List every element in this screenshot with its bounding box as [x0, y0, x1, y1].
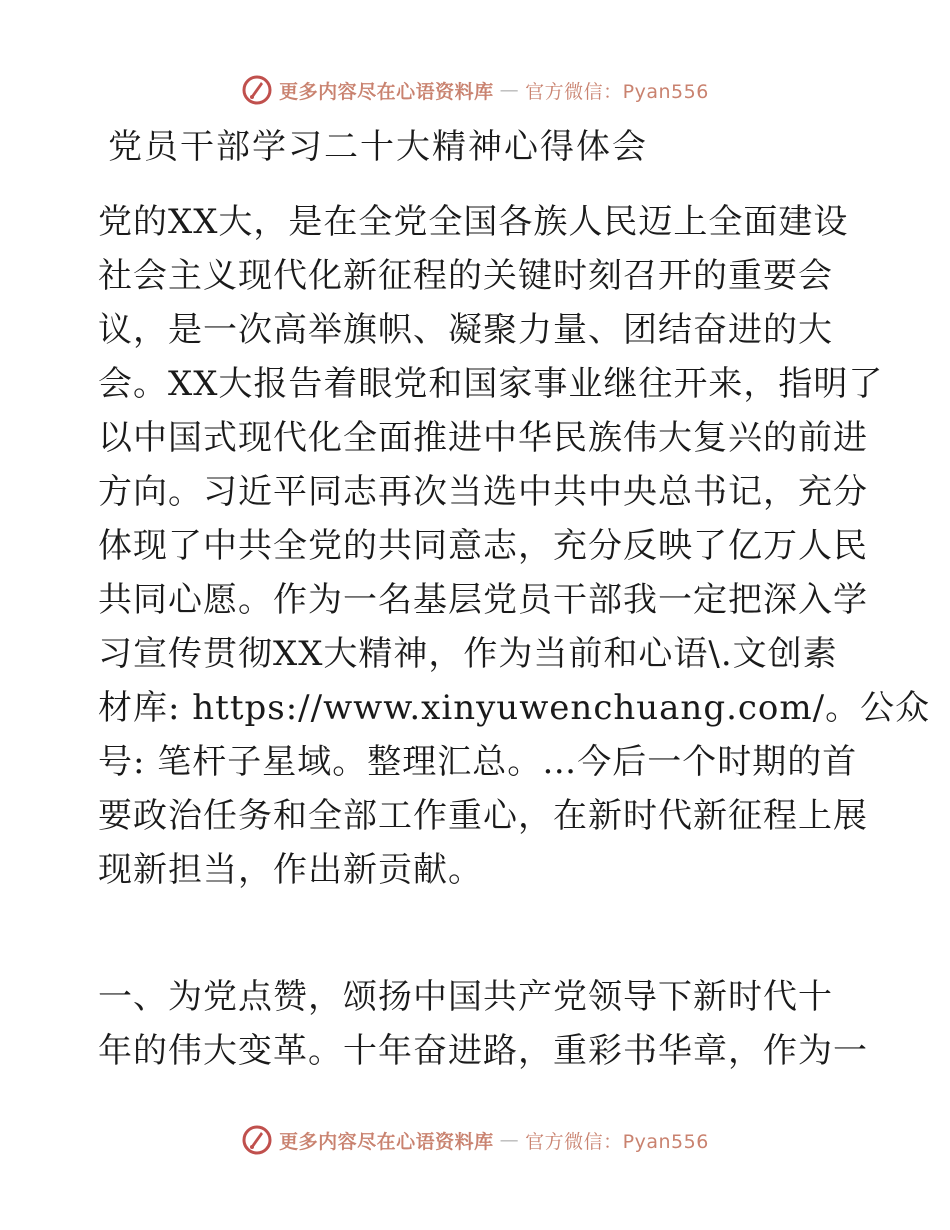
watermark-site-text: 更多内容尽在心语资料库	[279, 80, 494, 103]
text-line: 体现了中共全党的共同意志，充分反映了亿万人民	[98, 526, 868, 566]
text-line: 一、为党点赞，颂扬中国共产党领导下新时代十	[98, 977, 833, 1017]
watermark-contact: 官方微信：Pyan556	[525, 80, 709, 103]
paragraph-1	[98, 195, 931, 897]
watermark-separator: —	[499, 79, 520, 101]
watermark-footer	[0, 1120, 950, 1160]
watermark-separator: —	[499, 1129, 520, 1151]
text-line: 习宣传贯彻XX大精神，作为当前和心语\.文创素	[98, 634, 838, 674]
watermark-site-text: 更多内容尽在心语资料库	[279, 1130, 494, 1153]
text-line: 方向。习近平同志再次当选中共中央总书记，充分	[98, 472, 868, 512]
text-line: 材库: https://www.xinyuwenchuang.com/。公众	[98, 688, 931, 728]
text-line: 号: 笔杆子星域。整理汇总。…今后一个时期的首	[98, 742, 858, 782]
text-line: 社会主义现代化新征程的关键时刻召开的重要会	[98, 256, 833, 296]
text-line: 年的伟大变革。十年奋进路，重彩书华章，作为一	[98, 1031, 868, 1071]
text-line: 现新担当，作出新贡献。	[98, 850, 483, 890]
watermark-contact: 官方微信：Pyan556	[525, 1130, 709, 1153]
text-line: 以中国式现代化全面推进中华民族伟大复兴的前进	[98, 418, 868, 458]
document-title: 党员干部学习二十大精神心得体会	[108, 127, 648, 167]
quill-circle-icon	[241, 74, 273, 106]
paragraph-2	[98, 970, 868, 1078]
text-line: 共同心愿。作为一名基层党员干部我一定把深入学	[98, 580, 868, 620]
watermark-header	[0, 70, 950, 110]
quill-circle-icon	[241, 1124, 273, 1156]
text-line: 党的XX大，是在全党全国各族人民迈上全面建设	[98, 202, 849, 242]
text-line: 议，是一次高举旗帜、凝聚力量、团结奋进的大	[98, 310, 833, 350]
text-line: 会。XX大报告着眼党和国家事业继往开来，指明了	[98, 364, 884, 404]
text-line: 要政治任务和全部工作重心，在新时代新征程上展	[98, 796, 868, 836]
